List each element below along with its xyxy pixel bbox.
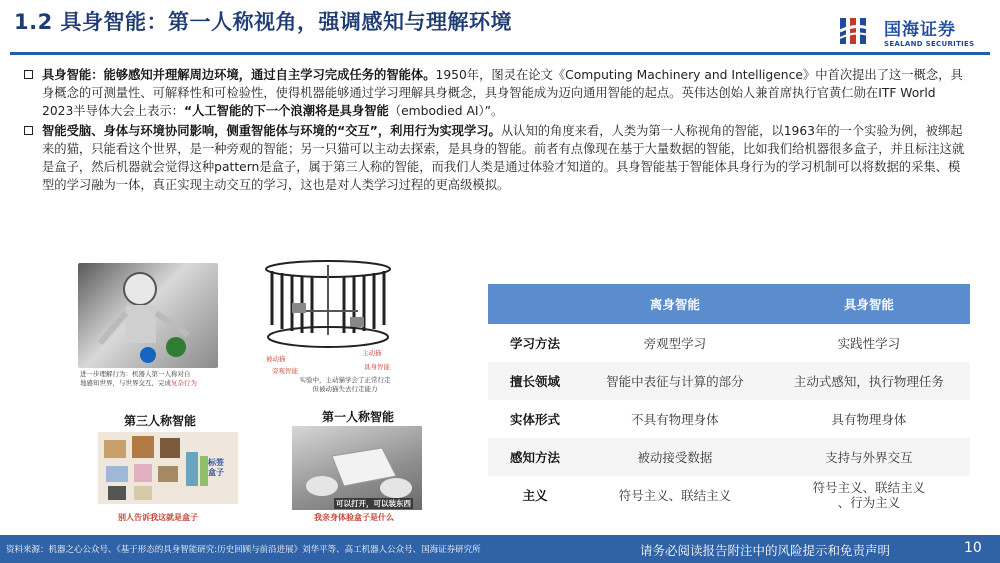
footer-source: 资料来源：机器之心公众号、《基于形态的具身智能研究:历史回顾与前沿进展》刘华平等、高工机器人公众号、国海证券研究所 xyxy=(6,545,481,555)
table-row-header: 主义 xyxy=(522,487,548,503)
cat-experiment-diagram xyxy=(258,255,398,353)
comparison-table xyxy=(488,284,970,514)
table-header-cell: 具身智能 xyxy=(768,284,970,324)
cat-label-passive-2: 旁观智能 xyxy=(272,367,298,375)
page-number: 10 xyxy=(964,540,982,556)
table-cell: 符号主义、联结主义 、行为主义 xyxy=(812,480,926,510)
table-cell: 主动式感知，执行物理任务 xyxy=(768,362,970,400)
footer-disclaimer: 请务必阅读报告附注中的风险提示和免责声明 xyxy=(640,543,891,558)
table-row xyxy=(488,438,970,476)
bullet-quote: “人工智能的下一个浪潮将是具身智能 xyxy=(183,104,389,119)
robot-caption-line1: 进一步理解行为：机器人第一人称对自 xyxy=(80,370,191,378)
cat-caption-line2: 但被动猫失去行走能力 xyxy=(312,385,378,393)
logo-chinese-text: 国海证券 xyxy=(884,19,956,40)
table-cell: 不具有物理身体 xyxy=(631,411,719,427)
robot-photo xyxy=(78,263,218,368)
bullet-lead: 智能受脑、身体与环境协同影响，侧重智能体与环境的“交互”，利用行为实现学习。 xyxy=(42,123,501,138)
title-divider xyxy=(10,52,990,55)
square-bullet-icon xyxy=(24,126,33,135)
third-person-label xyxy=(208,458,224,478)
table-row-header: 感知方法 xyxy=(488,438,582,476)
third-label-box: 盒子 xyxy=(208,468,224,477)
bullet-body: 从认知的角度来看，人类为第一人称视角的智能，以1963年的一个实验为例，被绑起来的猫，只能看这个世界，是一种旁观的智能；另一只猫可以主动去探索，是具身的智能。前者有点像现在基于大量数据的智能，比如我们给机器很多盒子，并且标注这就是盒子，然后机器就会觉得这种pattern是盒子，属于第三人称的智能，而我们人类是通过体验才知道的。具身智能基于智能体具身行为的学习机制可以将数据的采集、模型的学习融为一体，真正实现主动交互的学习，这也是对人类学习过程的更高级模拟。 xyxy=(42,123,965,193)
first-person-caption-2: 我亲身体验盒子是什么 xyxy=(314,513,394,522)
robot-caption-red: 复杂行为 xyxy=(171,379,197,387)
bullet-lead: 具身智能：能够感知并理解周边环境，通过自主学习完成任务的智能体。 xyxy=(42,68,436,82)
robot-caption-line2: 地感知世界，与世界交互，完成 xyxy=(80,379,171,387)
table-row xyxy=(488,476,970,514)
table-row-header: 实体形式 xyxy=(509,411,560,427)
table-cell: 支持与外界交互 xyxy=(768,438,970,476)
cat-caption xyxy=(270,376,420,394)
table-cell: 符号主义、联结主义 xyxy=(618,487,732,503)
third-person-title: 第三人称智能 xyxy=(124,414,197,428)
cat-caption-line1: 实验中，主动猫学会了正常行走 xyxy=(299,376,391,384)
table-cell: 具有物理身体 xyxy=(831,411,907,427)
third-label-tag: 标签 xyxy=(208,458,224,467)
bullet-body: 1950年，图灵在论文《Computing Machinery and Intelligence》中首次提出了这一概念，具身概念的可测量性、可解释性和可检验性，使得机器能够通过学习理解具身概念，具身智能成为迈向通用智能的起点。英伟达创始人兼首席执行官黄仁勋在ITF World 2023半导体大会上表示： xyxy=(42,68,963,119)
square-bullet-icon xyxy=(24,70,33,79)
cat-label-active: 主动猫 xyxy=(362,349,382,357)
footer-bar xyxy=(0,535,1000,563)
table-row xyxy=(488,400,970,438)
table-cell: 旁观型学习 xyxy=(643,335,707,351)
page-title: 1.2 具身智能：第一人称视角，强调感知与理解环境 xyxy=(14,10,513,34)
robot-caption xyxy=(80,370,240,388)
first-person-title: 第一人称智能 xyxy=(322,410,395,424)
bullet-item-interaction xyxy=(22,122,967,195)
table-cell: 智能中表征与计算的部分 xyxy=(582,362,768,400)
sealand-logo-icon xyxy=(838,14,878,48)
bullet-end: 。 xyxy=(491,104,504,119)
table-cell: 被动接受数据 xyxy=(582,438,768,476)
third-person-caption: 别人告诉我这就是盒子 xyxy=(118,513,198,522)
table-row xyxy=(488,324,970,362)
logo-english-text: SEALAND SECURITIES xyxy=(884,39,975,48)
cat-label-active-2: 具身智能 xyxy=(364,363,390,371)
table-row xyxy=(488,362,970,400)
company-logo xyxy=(838,14,974,48)
table-header-cell xyxy=(488,284,582,324)
table-row-header: 学习方法 xyxy=(509,335,560,351)
table-row-header: 擅长领域 xyxy=(488,362,582,400)
table-header-cell: 离身智能 xyxy=(582,284,768,324)
bullet-quote-en: （embodied AI）” xyxy=(388,104,492,119)
cat-label-passive: 被动猫 xyxy=(266,355,286,363)
table-header-row xyxy=(488,284,970,324)
bullet-list xyxy=(22,66,967,195)
bullet-item-embodied-definition xyxy=(22,66,967,121)
first-person-caption-1: 可以打开，可以装东西 xyxy=(336,499,411,508)
table-cell: 实践性学习 xyxy=(837,335,901,351)
